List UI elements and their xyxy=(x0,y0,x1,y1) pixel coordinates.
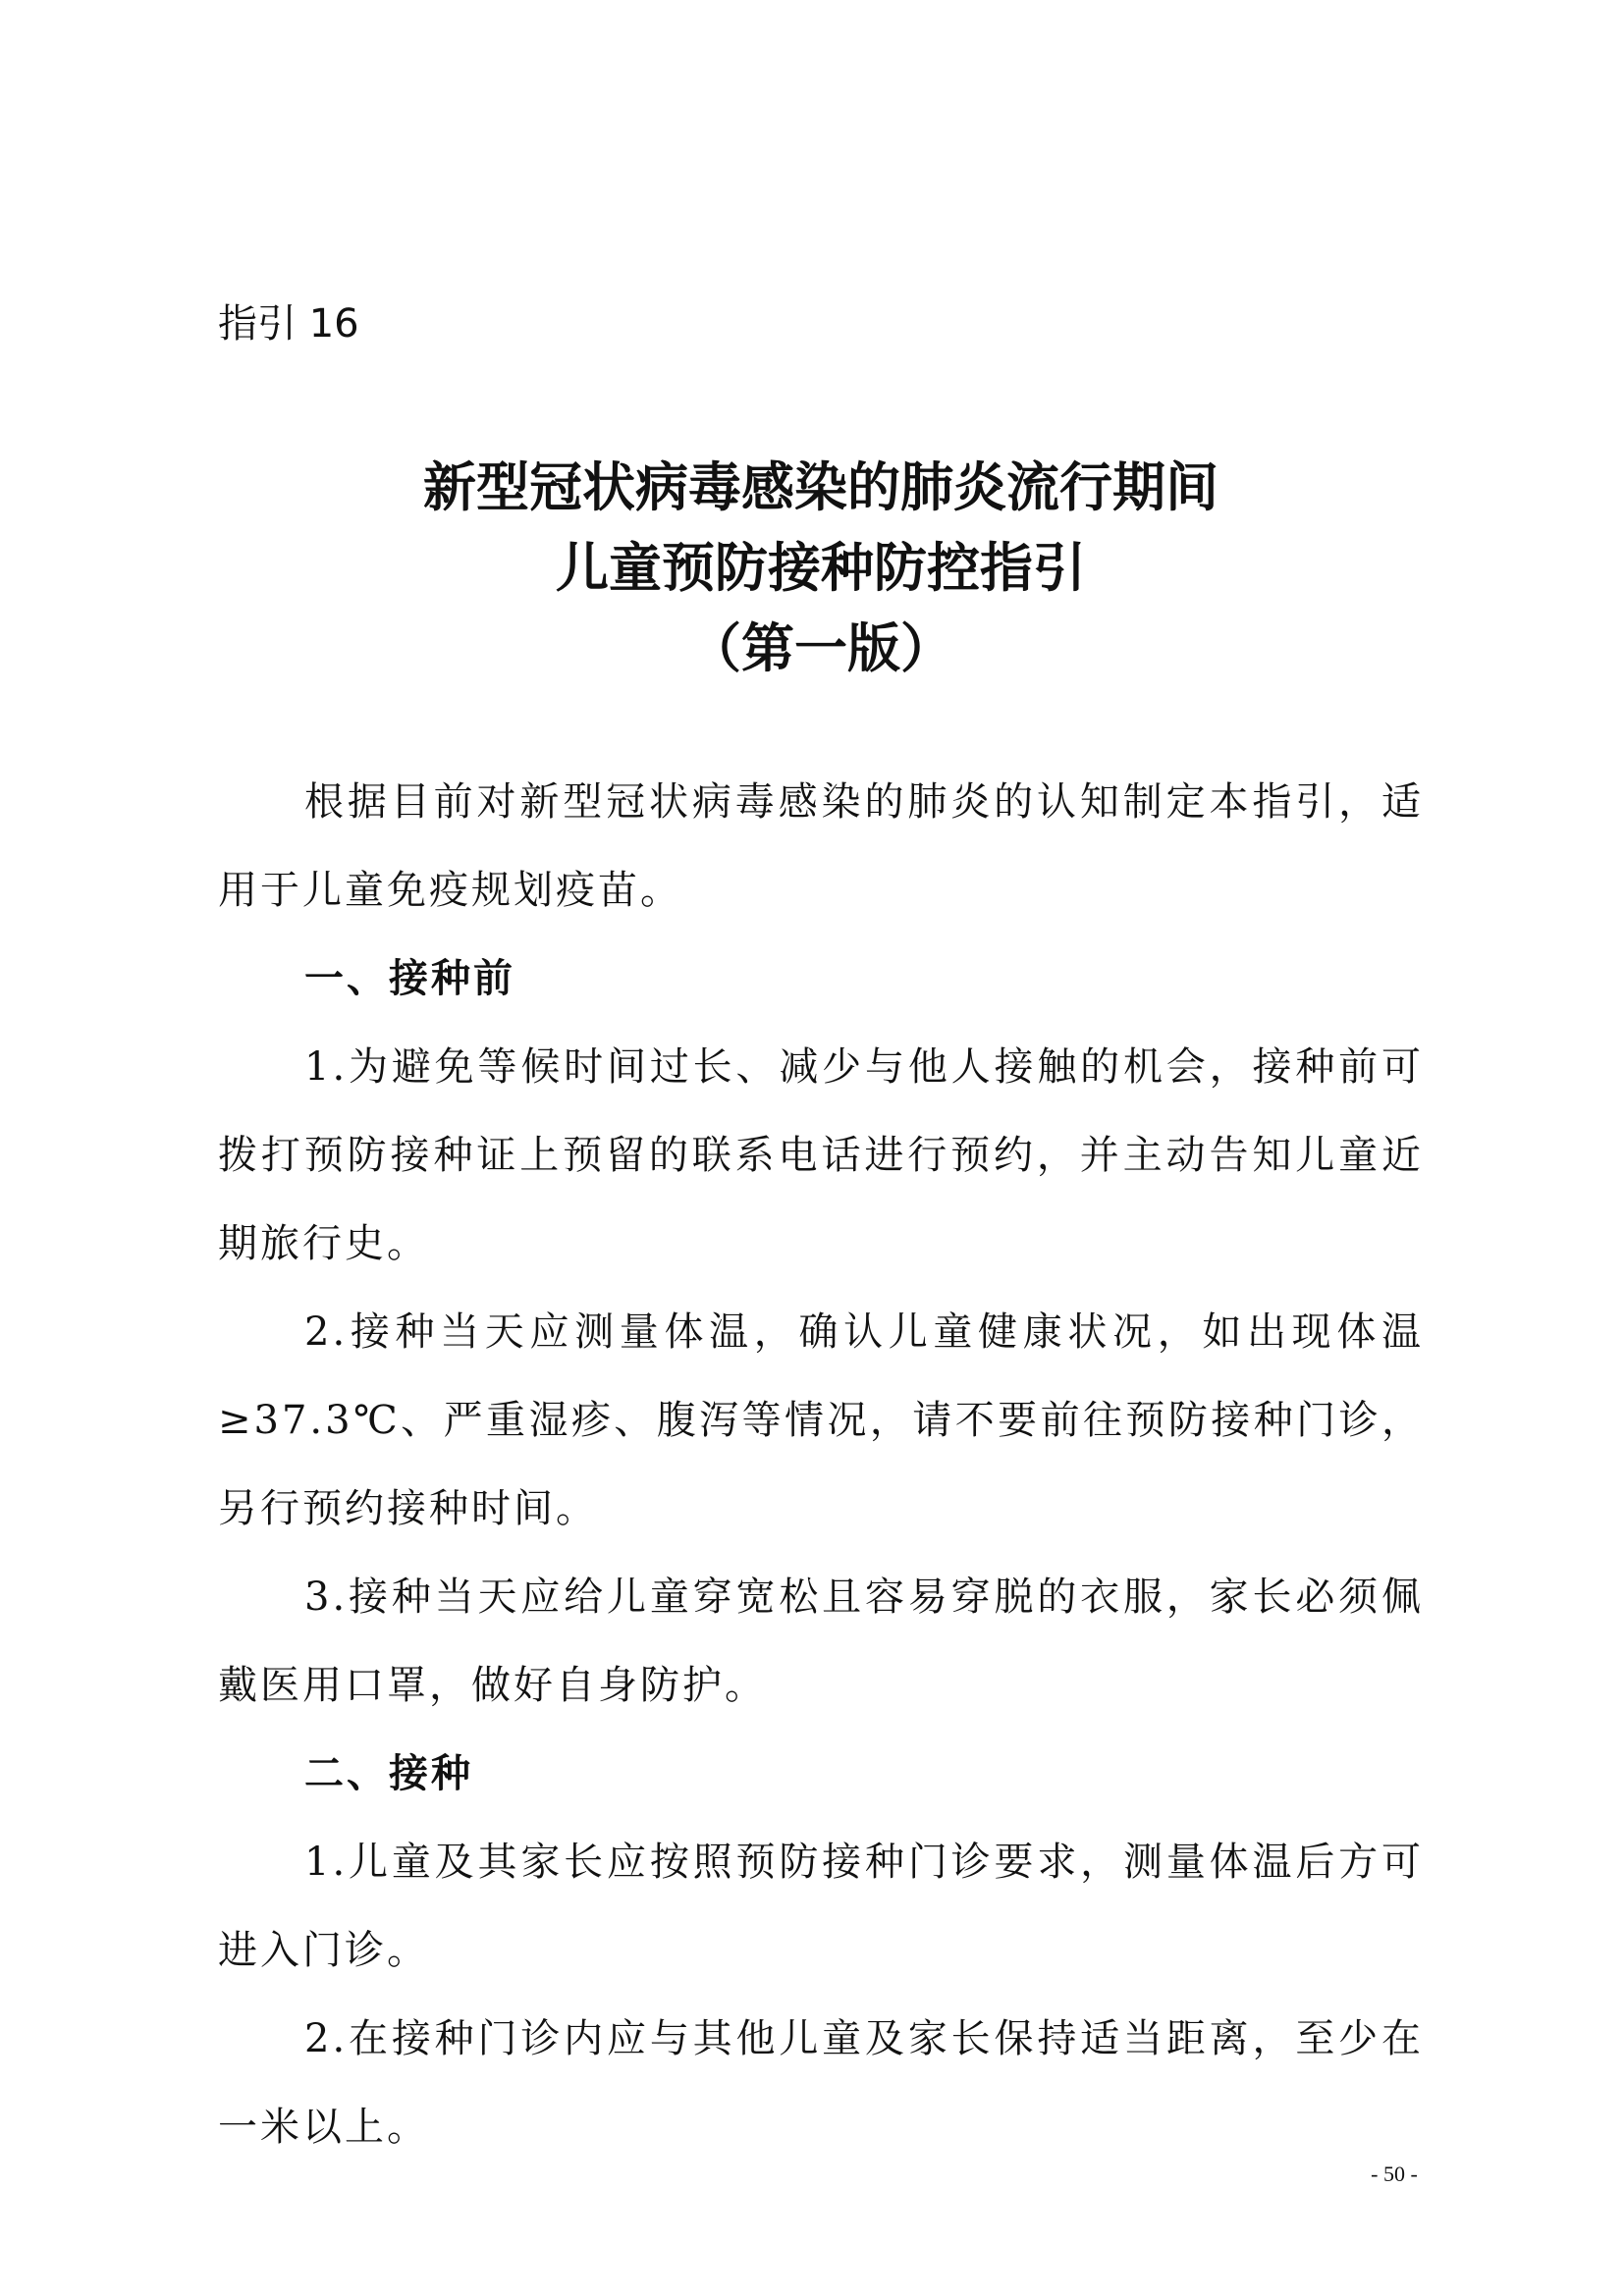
section-heading-before-vaccination: 一、接种前 xyxy=(304,956,515,1001)
section-1-item-1: 1.为避免等候时间过长、减少与他人接触的机会，接种前可拨打预防接种证上预留的联系电话进行预约，并主动告知儿童近期旅行史。 xyxy=(218,1044,1424,1266)
title-line-2: 儿童预防接种防控指引 xyxy=(556,537,1086,599)
page-number: - 50 - xyxy=(1371,2162,1418,2186)
section-1-item-3: 3.接种当天应给儿童穿宽松且容易穿脱的衣服，家长必须佩戴医用口罩，做好自身防护。 xyxy=(218,1575,1424,1708)
section-2-item-2: 2.在接种门诊内应与其他儿童及家长保持适当距离，至少在一米以上。 xyxy=(218,2016,1424,2150)
intro-paragraph: 根据目前对新型冠状病毒感染的肺炎的认知制定本指引，适用于儿童免疫规划疫苗。 xyxy=(218,779,1424,913)
section-1-item-2: 2.接种当天应测量体温，确认儿童健康状况，如出现体温≥37.3℃、严重湿疹、腹泻等情况，请不要前往预防接种门诊，另行预约接种时间。 xyxy=(218,1309,1424,1531)
guide-label: 指引 16 xyxy=(218,301,359,347)
document-body xyxy=(218,758,1424,2171)
title-line-1: 新型冠状病毒感染的肺炎流行期间 xyxy=(423,456,1218,518)
document-title xyxy=(218,448,1424,689)
section-2-item-1: 1.儿童及其家长应按照预防接种门诊要求，测量体温后方可进入门诊。 xyxy=(218,1840,1424,1973)
section-heading-vaccination: 二、接种 xyxy=(304,1751,473,1796)
title-line-3: （第一版） xyxy=(688,617,953,679)
